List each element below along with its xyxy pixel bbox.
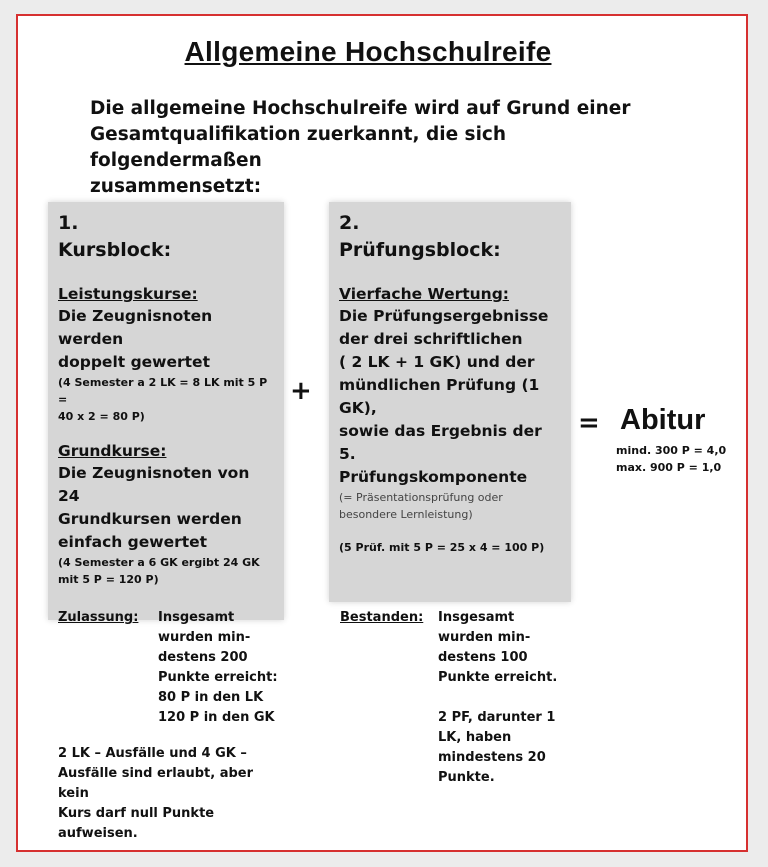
bestanden-line: Punkte.: [438, 770, 495, 785]
zulassung-line: wurden min-: [158, 630, 251, 645]
abitur-max: max. 900 P = 1,0: [616, 461, 722, 474]
bestanden-line: LK, haben: [438, 730, 512, 745]
grundkurse-calc: mit 5 P = 120 P): [58, 573, 159, 586]
page-title: Allgemeine Hochschulreife: [184, 36, 552, 67]
zulassung-line: Punkte erreicht:: [158, 670, 278, 685]
equals-sign: =: [578, 408, 600, 438]
pruefungsblock-note: (= Präsentationsprüfung oder: [339, 491, 503, 504]
abitur-label: Abitur: [620, 404, 706, 436]
bestanden-text: [438, 608, 578, 788]
note-line: 2 LK – Ausfälle und 4 GK –: [58, 746, 247, 761]
pruefungsblock-calc: (5 Prüf. mit 5 P = 25 x 4 = 100 P): [339, 541, 545, 554]
zulassung-line: Insgesamt: [158, 610, 235, 625]
bestanden-line: Insgesamt: [438, 610, 515, 625]
zulassung-line: destens 200: [158, 650, 248, 665]
pruefungsblock-text: ( 2 LK + 1 GK) und der: [339, 353, 535, 371]
intro-line: Die allgemeine Hochschulreife wird auf Grund einer: [90, 98, 631, 119]
leistungskurse-text: Die Zeugnisnoten werden: [58, 307, 213, 348]
pruefungsblock-heading: Prüfungsblock:: [339, 239, 501, 261]
bestanden-line: 2 PF, darunter 1: [438, 710, 556, 725]
abitur-min: mind. 300 P = 4,0: [616, 444, 727, 457]
note-line: Ausfälle sind erlaubt, aber kein: [58, 766, 254, 801]
vierfache-wertung-label: Vierfache Wertung:: [339, 285, 510, 303]
leistungskurse-calc: 40 x 2 = 80 P): [58, 410, 145, 423]
bestanden-line: destens 100: [438, 650, 528, 665]
pruefungsblock-number: 2.: [339, 212, 360, 234]
kursblock-number: 1.: [58, 212, 79, 234]
grundkurse-calc: (4 Semester a 6 GK ergibt 24 GK: [58, 556, 260, 569]
pruefungsblock-text: sowie das Ergebnis der 5.: [339, 422, 542, 463]
leistungskurse-calc: (4 Semester a 2 LK = 8 LK mit 5 P =: [58, 376, 268, 406]
pruefungsblock-text: mündlichen Prüfung (1 GK),: [339, 376, 540, 417]
pruefungsblock-text: Die Prüfungsergebnisse: [339, 307, 549, 325]
intro-text: [90, 96, 650, 200]
pruefungsblock-text: Prüfungskomponente: [339, 468, 528, 486]
leistungskurse-text: doppelt gewertet: [58, 353, 210, 371]
intro-line: Gesamtqualifikation zuerkannt, die sich folgendermaßen: [90, 124, 507, 171]
bestanden-label: Bestanden:: [340, 610, 424, 625]
pruefungsblock-box: [329, 202, 571, 602]
grundkurse-text: einfach gewertet: [58, 533, 208, 551]
document-frame: [16, 14, 748, 852]
ausfaelle-note: [58, 744, 288, 844]
zulassung-line: 120 P in den GK: [158, 710, 275, 725]
note-line: aufweisen.: [58, 826, 138, 841]
grundkurse-text: Die Zeugnisnoten von 24: [58, 464, 250, 505]
plus-sign: +: [290, 376, 312, 406]
bestanden-line: wurden min-: [438, 630, 531, 645]
grundkurse-label: Grundkurse:: [58, 442, 167, 460]
intro-line: zusammensetzt:: [90, 176, 262, 197]
zulassung-label: Zulassung:: [58, 610, 139, 625]
grundkurse-text: Grundkursen werden: [58, 510, 242, 528]
note-line: Kurs darf null Punkte: [58, 806, 215, 821]
zulassung-text: [158, 608, 288, 728]
pruefungsblock-note: besondere Lernleistung): [339, 508, 473, 521]
bestanden-line: Punkte erreicht.: [438, 670, 558, 685]
pruefungsblock-text: der drei schriftlichen: [339, 330, 523, 348]
kursblock-box: [48, 202, 284, 620]
zulassung-line: 80 P in den LK: [158, 690, 264, 705]
kursblock-heading: Kursblock:: [58, 239, 172, 261]
bestanden-line: mindestens 20: [438, 750, 546, 765]
leistungskurse-label: Leistungskurse:: [58, 285, 198, 303]
